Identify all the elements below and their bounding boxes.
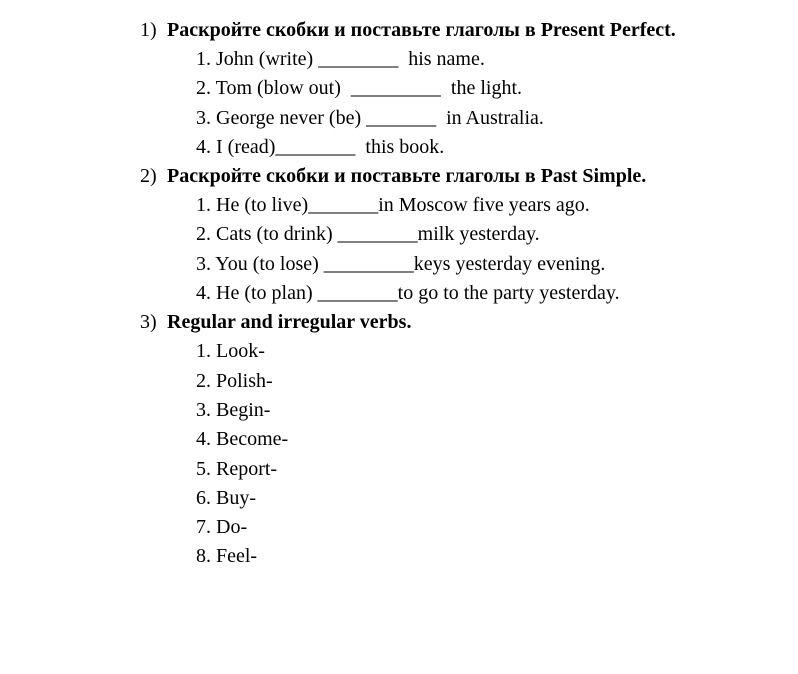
exercise-item: 1. John (write) ________ his name. — [196, 48, 485, 70]
section-header — [140, 162, 798, 191]
exercise-item: 2. Tom (blow out) _________ the light. — [196, 77, 522, 100]
exercise-item: 3. George never (be) _______ in Australia. — [196, 106, 544, 129]
section-number: 1) — [140, 19, 157, 41]
exercise-item: 5. Report- — [196, 457, 278, 480]
exercise-items — [196, 191, 798, 308]
section-present-perfect — [140, 16, 798, 162]
exercise-item: 1. Look- — [196, 340, 265, 363]
exercise-item: 4. He (to plan) ________to go to the party yesterday. — [196, 282, 620, 305]
section-regular-irregular-verbs — [140, 308, 798, 571]
section-past-simple — [140, 162, 798, 308]
exercise-item: 8. Feel- — [196, 545, 258, 568]
exercise-item: 3. Begin- — [196, 398, 271, 421]
section-header — [140, 16, 798, 45]
exercise-item: 7. Do- — [196, 516, 248, 539]
section-title: Regular and irregular verbs. — [167, 311, 412, 334]
exercise-item: 3. You (to lose) _________keys yesterday evening. — [196, 252, 606, 275]
section-number: 3) — [140, 311, 157, 334]
section-header — [140, 308, 798, 337]
exercise-item: 6. Buy- — [196, 486, 256, 509]
exercise-item: 2. Polish- — [196, 369, 273, 392]
exercise-item: 4. I (read)________ this book. — [196, 135, 445, 158]
exercise-item: 4. Become- — [196, 428, 289, 451]
exercise-item: 1. He (to live)_______in Moscow five years ago. — [196, 194, 590, 217]
section-title: Раскройте скобки и поставьте глаголы в Past Simple. — [167, 165, 647, 188]
exercise-items — [196, 45, 798, 162]
exercise-items — [196, 337, 798, 571]
section-title: Раскройте скобки и поставьте глаголы в Present Perfect. — [167, 19, 676, 41]
exercise-item: 2. Cats (to drink) ________milk yesterday. — [196, 223, 540, 246]
section-number: 2) — [140, 165, 157, 188]
